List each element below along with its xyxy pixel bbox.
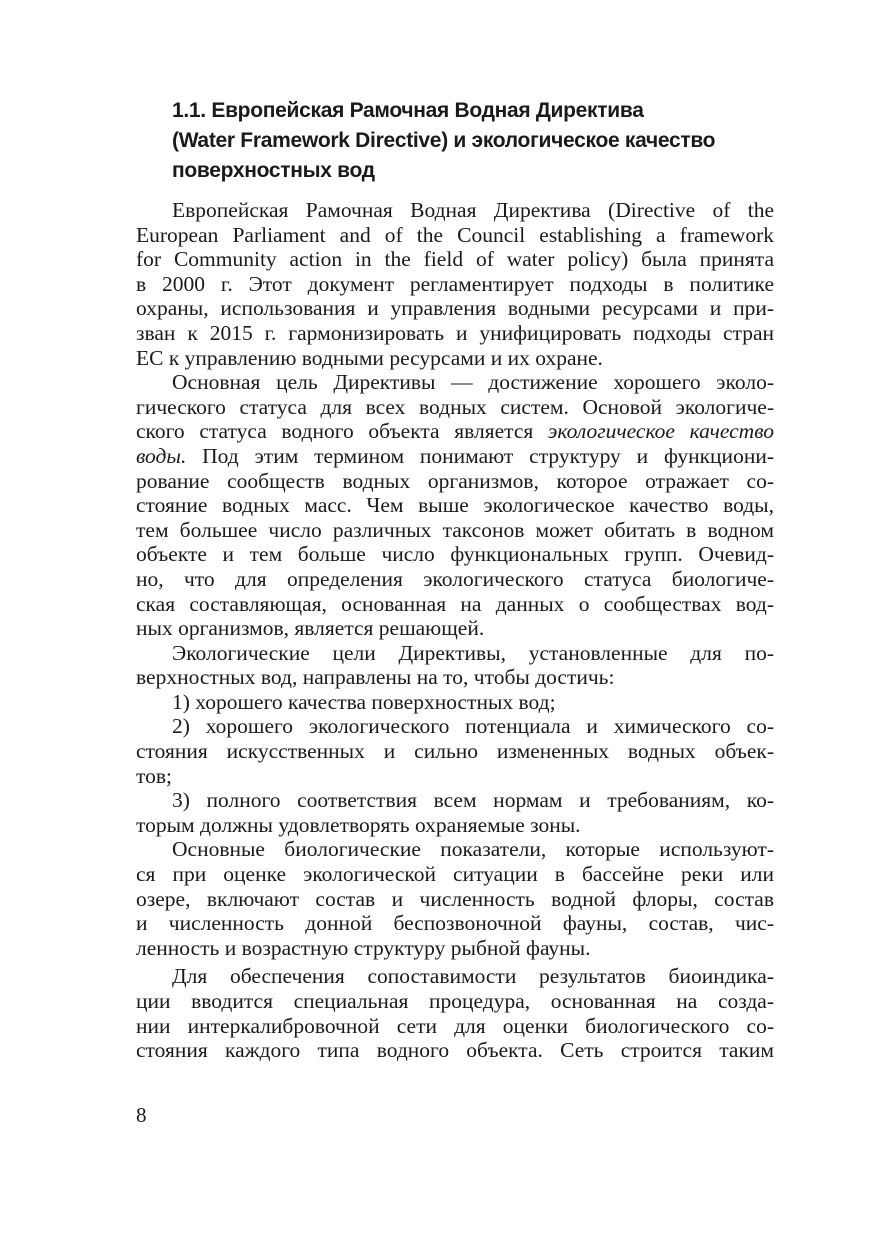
emphasis-term: экологическое качество: [547, 419, 775, 444]
text-line: 3) полного соответствия всем нормам и требованиям, ко-: [172, 788, 774, 813]
text-line: и численность донной беспозвоночной фауны, состав, чис-: [136, 911, 774, 936]
paragraph-3: [136, 641, 774, 690]
text-line: Экологические цели Директивы, установленные для по-: [172, 640, 774, 665]
text-line: ская составляющая, основанная на данных о сообществах вод-: [136, 591, 774, 616]
text-line: стояние водных масс. Чем выше экологическое качество воды,: [136, 493, 774, 518]
text-line: тов;: [136, 763, 172, 788]
text-line: стояния искусственных и сильно измененных водных объек-: [136, 739, 774, 764]
list-item-2: [136, 714, 774, 788]
paragraph-1: [136, 198, 774, 370]
section-heading: [172, 96, 774, 186]
emphasis-term: воды.: [136, 443, 187, 468]
text-run: ского статуса водного объекта является: [136, 419, 548, 444]
heading-line: 1.1. Европейская Рамочная Водная Директива: [172, 99, 644, 122]
text-line: [136, 444, 774, 469]
text-line: объекте и тем больше число функциональных групп. Очевид-: [136, 542, 774, 567]
text-line: нии интеркалибровочной сети для оценки биологического со-: [136, 1013, 774, 1038]
text-line: 2) хорошего экологического потенциала и химического со-: [172, 714, 774, 739]
text-line: ся при оценке экологической ситуации в бассейне реки или: [136, 862, 774, 887]
text-line: охраны, использования и управления водными ресурсами и при-: [136, 296, 774, 321]
list-item-1: [136, 690, 774, 715]
text-run: Под этим термином понимают структуру и функциони-: [186, 443, 774, 468]
page-content: [136, 96, 774, 1063]
text-line: ции вводится специальная процедура, основанная на созда-: [136, 989, 774, 1013]
text-line: гического статуса для всех водных систем. Основой экологиче-: [136, 394, 774, 419]
paragraph-5: [136, 964, 774, 1062]
list-item-3: [136, 788, 774, 837]
heading-line: (Water Framework Directive) и экологическое качество: [172, 129, 716, 152]
text-line: зван к 2015 г. гармонизировать и унифицировать подходы стран: [136, 320, 774, 345]
page-number: 8: [136, 1103, 147, 1127]
heading-line: поверхностных вод: [172, 159, 375, 182]
text-line: ЕС к управлению водными ресурсами и их охране.: [136, 345, 603, 370]
text-line: Для обеспечения сопоставимости результатов биоиндика-: [172, 964, 774, 989]
text-line: [136, 419, 774, 444]
paragraph-2: [136, 370, 774, 641]
text-line: в 2000 г. Этот документ регламентирует подходы в политике: [136, 271, 774, 296]
body-text: [136, 198, 774, 1063]
text-line: Европейская Рамочная Водная Директива (Directive of the: [172, 198, 774, 222]
text-line: стояния каждого типа водного объекта. Сеть строится таким: [136, 1038, 774, 1063]
text-line: Основные биологические показатели, которые используют-: [172, 837, 774, 862]
text-line: торым должны удовлетворять охраняемые зоны.: [136, 812, 581, 837]
text-line: рование сообществ водных организмов, которое отражает со-: [136, 468, 774, 493]
text-line: тем большее число различных таксонов может обитать в водном: [136, 517, 774, 542]
text-line: Основная цель Директивы — достижение хорошего эколо-: [172, 370, 774, 395]
text-line: 1) хорошего качества поверхностных вод;: [172, 689, 556, 714]
text-line: верхностных вод, направлены на то, чтобы достичь:: [136, 665, 615, 690]
text-line: European Parliament and of the Council establishing a framework: [136, 222, 774, 247]
text-line: for Community action in the field of water policy) была принята: [136, 247, 774, 272]
text-line: озере, включают состав и численность водной флоры, состав: [136, 886, 774, 911]
text-line: ленность и возрастную структуру рыбной фауны.: [136, 935, 591, 960]
paragraph-4: [136, 837, 774, 960]
text-line: ных организмов, является решающей.: [136, 616, 485, 641]
text-line: но, что для определения экологического статуса биологиче-: [136, 566, 774, 591]
